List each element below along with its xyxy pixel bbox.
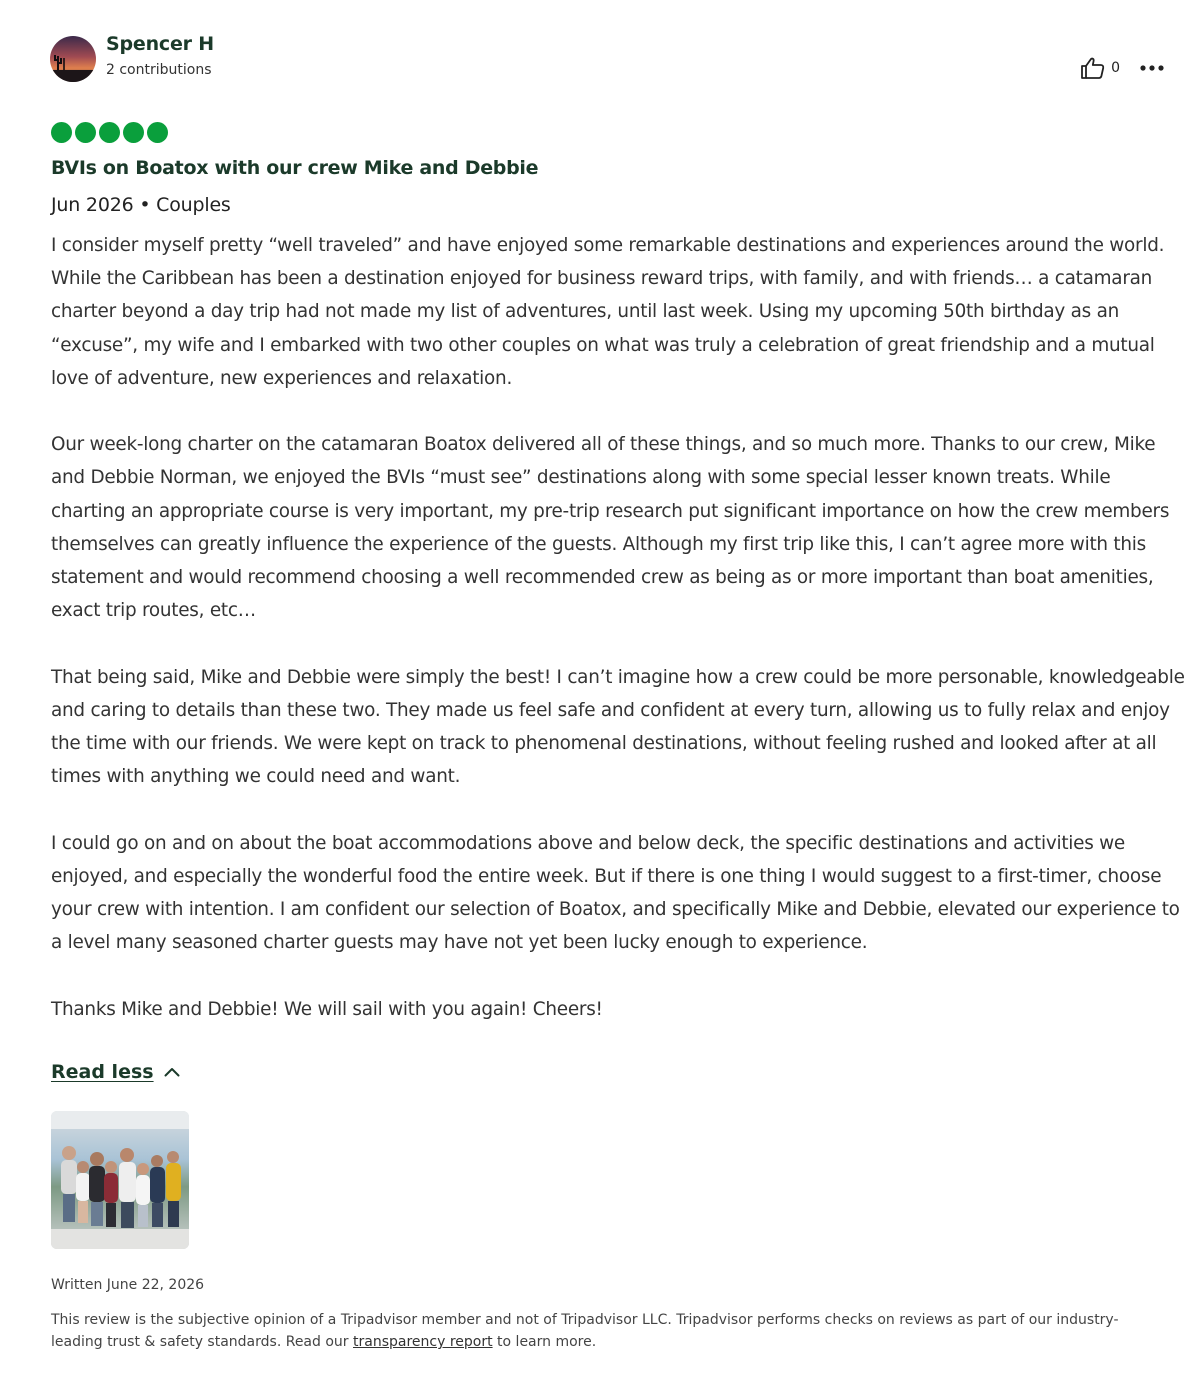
avatar[interactable]: [50, 36, 96, 82]
read-less-button[interactable]: [51, 1061, 180, 1083]
review-body: [51, 229, 1186, 1026]
helpful-count: 0: [1111, 60, 1120, 76]
review-actions: [1080, 56, 1164, 80]
helpful-vote-button[interactable]: [1080, 56, 1120, 80]
review-paragraph: I could go on and on about the boat accommodations above and below deck, the specific destinations and activities we enjoyed, and especially the wonderful food the entire week. But if there is one thing I would suggest to a first-timer, choose your crew with intention. I am confident our selection of Boatox, and specifically Mike and Debbie, elevated our experience to a level many seasoned charter guests may have not yet been lucky enough to experience.: [51, 832, 1180, 954]
reviewer-header: [50, 33, 214, 82]
review-disclaimer: [51, 1309, 1161, 1353]
thumbs-up-icon: [1080, 56, 1106, 80]
review-paragraph: Thanks Mike and Debbie! We will sail with you again! Cheers!: [51, 998, 603, 1020]
reviewer-meta: [106, 32, 214, 80]
disclaimer-text: This review is the subjective opinion of a Tripadvisor member and not of Tripadvisor LLC. Tripadvisor performs checks on reviews as part of our industry-leading trust & safety standards. Read our: [51, 1312, 1119, 1350]
more-options-button[interactable]: [1140, 64, 1164, 72]
rating-bubble: [147, 122, 168, 143]
rating-bubble: [51, 122, 72, 143]
bubble-rating: [51, 122, 171, 143]
review-photo[interactable]: [51, 1111, 189, 1249]
read-less-label: Read less: [51, 1061, 154, 1083]
written-date: Written June 22, 2026: [51, 1277, 205, 1293]
reviewer-contributions: 2 contributions: [106, 62, 212, 78]
sunset-cactus-avatar: [50, 36, 96, 82]
review-title[interactable]: BVIs on Boatox with our crew Mike and Debbie: [51, 157, 539, 179]
review-paragraph: That being said, Mike and Debbie were simply the best! I can’t imagine how a crew could be more personable, knowledgeable and caring to details than these two. They made us feel safe and confident at every turn, allowing us to fully relax and enjoy the time with our friends. We were kept on track to phenomenal destinations, without feeling rushed and looked after at all times with anything we could need and want.: [51, 666, 1185, 788]
transparency-report-link[interactable]: transparency report: [353, 1334, 493, 1350]
rating-bubble: [75, 122, 96, 143]
rating-bubble: [123, 122, 144, 143]
reviewer-name[interactable]: Spencer H: [106, 33, 214, 55]
rating-bubble: [99, 122, 120, 143]
disclaimer-text-end: to learn more.: [492, 1334, 597, 1350]
review-paragraph: Our week-long charter on the catamaran Boatox delivered all of these things, and so much more. Thanks to our crew, Mike and Debbie Norman, we enjoyed the BVIs “must see” destinations along with some special lesser known treats. While charting an appropriate course is very important, my pre-trip research put significant importance on how the crew members themselves can greatly influence the experience of the guests. Although my first trip like this, I can’t agree more with this statement and would recommend choosing a well recommended crew as being as or more important than boat amenities, exact trip routes, etc…: [51, 434, 1170, 622]
trip-info: Jun 2026 • Couples: [51, 194, 231, 216]
review-paragraph: I consider myself pretty “well traveled” and have enjoyed some remarkable destinations and experiences around the world. While the Caribbean has been a destination enjoyed for business reward trips, with family, and with friends… a catamaran charter beyond a day trip had not made my list of adventures, until last week. Using my upcoming 50th birthday as an “excuse”, my wife and I embarked with two other couples on what was truly a celebration of great friendship and a mutual love of adventure, new experiences and relaxation.: [51, 235, 1165, 389]
group-photo-thumbnail: [51, 1111, 189, 1249]
chevron-up-icon: [164, 1067, 180, 1077]
more-dots-icon: [1140, 64, 1164, 72]
